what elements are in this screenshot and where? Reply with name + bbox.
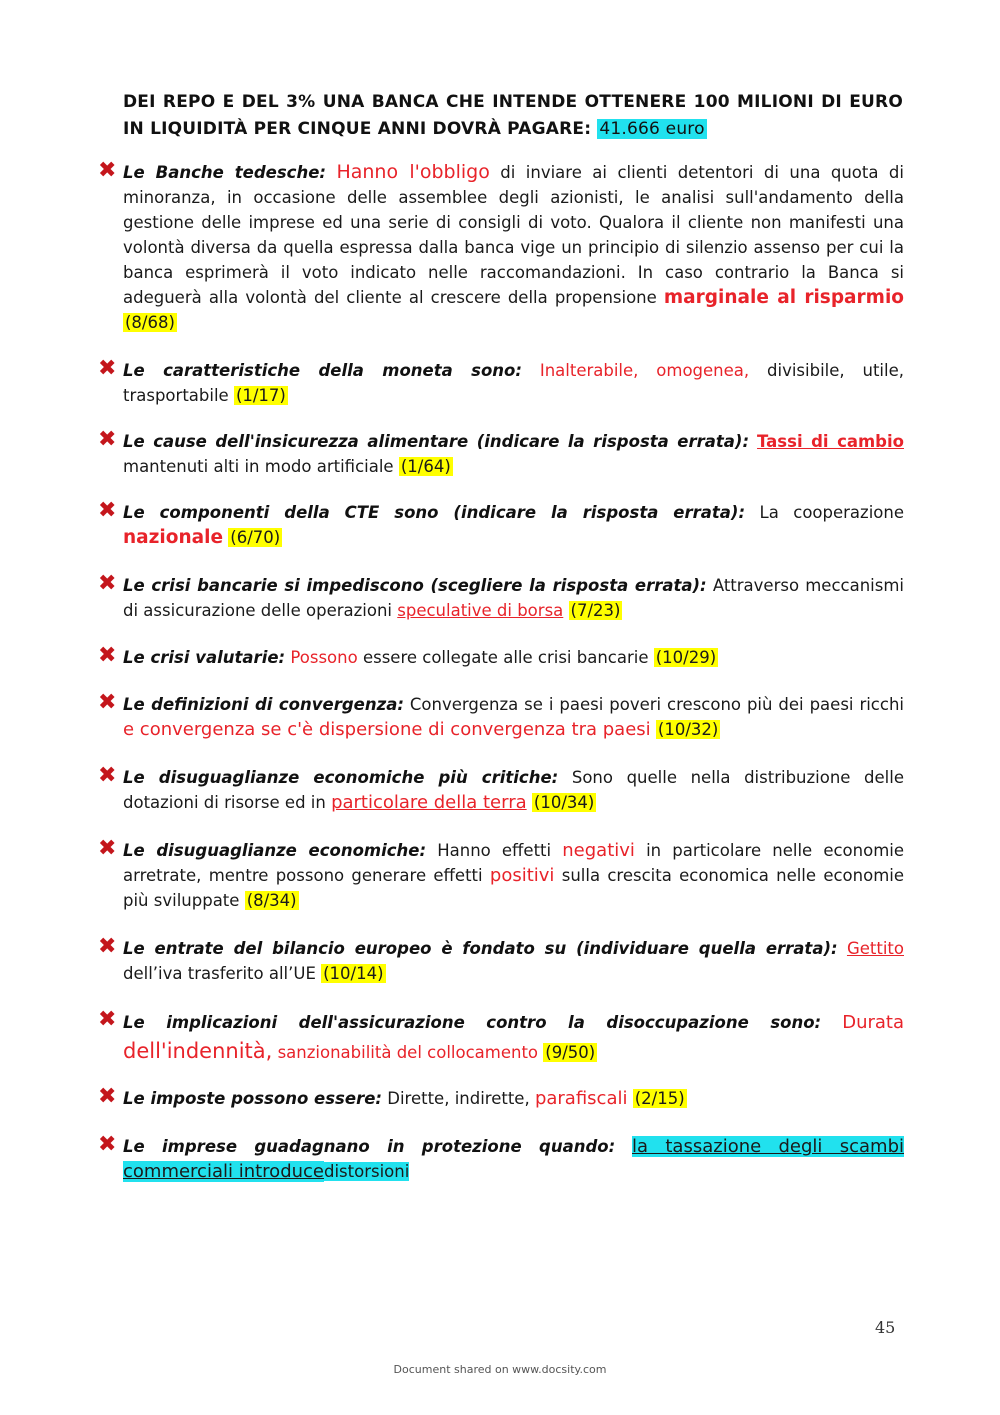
answer-highlight: la tassazione degli scambi commerciali introduce (123, 1136, 904, 1182)
answer-text: divisibile, utile, trasportabile (123, 361, 904, 405)
reference-badge: (1/64) (400, 457, 451, 476)
question-label: Le disuguaglianze economiche: (123, 841, 427, 860)
page-number: 45 (875, 1318, 896, 1337)
question-label: Le cause dell'insicurezza alimentare (indicare la risposta errata): (123, 432, 750, 451)
x-mark-icon: ✖ (98, 427, 117, 452)
question-label: Le caratteristiche della moneta sono: (123, 361, 522, 380)
x-mark-icon: ✖ (98, 763, 117, 788)
question-label: Le componenti della CTE sono (indicare la risposta errata): (123, 503, 746, 522)
question-label: Le disuguaglianze economiche più critiche: (123, 768, 559, 787)
answer-highlight: Tassi di cambio (757, 432, 904, 451)
list-item (96, 936, 904, 986)
x-mark-icon: ✖ (98, 1132, 117, 1157)
list-item (96, 358, 904, 408)
reference-badge: (10/34) (533, 793, 595, 812)
question-label: Le Banche tedesche: (123, 163, 326, 182)
list-item (96, 573, 904, 623)
list-item (96, 1134, 904, 1184)
list-item (96, 429, 904, 479)
answer-highlight: particolare della terra (331, 792, 527, 813)
x-mark-icon: ✖ (98, 498, 117, 523)
answer-text: Sono quelle nella distribuzione delle dotazioni di risorse ed in (123, 768, 904, 812)
list-item (96, 692, 904, 742)
answer-highlight: e convergenza se c'è dispersione di convergenza tra paesi (123, 719, 651, 740)
question-label: Le entrate del bilancio europeo è fondato su (individuare quella errata): (123, 939, 838, 958)
list-item (96, 838, 904, 913)
answer-highlight: positivi (489, 865, 555, 886)
x-mark-icon: ✖ (98, 836, 117, 861)
x-mark-icon: ✖ (98, 571, 117, 596)
answer-text: Convergenza se i paesi poveri crescono più dei paesi ricchi (409, 695, 904, 714)
question-label: Le imposte possono essere: (123, 1089, 382, 1108)
answer-text: La cooperazione (759, 503, 904, 522)
x-mark-icon: ✖ (98, 356, 117, 381)
list-item (96, 500, 904, 550)
answer-text: sulla crescita economica nelle economie più sviluppate (123, 866, 905, 910)
reference-badge: (8/34) (246, 891, 297, 910)
answer-highlight: parafiscali (534, 1088, 628, 1109)
x-mark-icon: ✖ (98, 1007, 117, 1032)
answer-text: mantenuti alti in modo artificiale (123, 457, 394, 476)
x-mark-icon: ✖ (98, 934, 117, 959)
answer-text: dell’iva trasferito all’UE (123, 964, 316, 983)
reference-badge: (1/17) (235, 386, 286, 405)
question-label: Le implicazioni dell'assicurazione contro la disoccupazione sono: (123, 1013, 822, 1032)
question-label: Le crisi bancarie si impediscono (scegliere la risposta errata): (123, 576, 707, 595)
answer-highlight: Inalterabile, omogenea, (539, 361, 750, 380)
reference-badge: (6/70) (230, 528, 281, 547)
footer-text: Document shared on www.docsity.com (393, 1363, 607, 1376)
reference-badge: (10/14) (323, 964, 384, 983)
reference-badge: (9/50) (545, 1043, 596, 1062)
answer-text: in particolare nelle economie arretrate, mentre possono generare effetti (123, 841, 905, 885)
x-mark-icon: ✖ (98, 643, 117, 668)
reference-badge: (8/68) (125, 313, 175, 332)
x-mark-icon: ✖ (98, 690, 117, 715)
answer-text: di inviare ai clienti detentori di una quota di minoranza, in occasione delle assemblee degli azionisti, le analisi sull'andamento della gestione delle imprese ed una serie di consigli di voto. Qualora il cliente non manifesti una volontà diversa da quella espressa dalla banca vige un principio di silenzio assenso per cui la banca esprimerà il voto indicato nelle raccomandazioni. In caso contrario la Banca si adeguerà alla volontà del cliente al crescere della propensione (123, 163, 904, 307)
answer-highlight: Gettito (846, 939, 904, 958)
list-item (96, 1086, 904, 1111)
answer-highlight: distorsioni (324, 1162, 410, 1181)
x-mark-icon: ✖ (98, 158, 117, 183)
answer-highlight: sanzionabilità del collocamento (277, 1043, 539, 1062)
answer-highlight: Possono (290, 648, 358, 667)
reference-badge: (10/32) (657, 720, 719, 739)
answer-text: Attraverso meccanismi di assicurazione delle operazioni (123, 576, 904, 620)
heading-question (123, 89, 903, 143)
answer-highlight: marginale al risparmio (663, 287, 904, 308)
answer-highlight: nazionale (123, 527, 224, 548)
heading-text: DEI REPO E DEL 3% UNA BANCA CHE INTENDE OTTENERE 100 MILIONI DI EURO IN LIQUIDITÀ PER CINQUE ANNI DOVRÀ PAGARE: (123, 92, 903, 139)
answer-highlight: dell'indennità, (123, 1039, 273, 1063)
reference-badge: (10/29) (655, 648, 717, 667)
question-label: Le crisi valutarie: (123, 648, 286, 667)
answer-text: essere collegate alle crisi bancarie (362, 648, 649, 667)
x-mark-icon: ✖ (98, 1084, 117, 1109)
answer-highlight: Durata (842, 1012, 904, 1033)
list-item (96, 765, 904, 815)
answer-text: Hanno effetti (437, 841, 552, 860)
list-item (96, 1009, 904, 1067)
question-label: Le definizioni di convergenza: (123, 695, 404, 714)
reference-badge: (2/15) (634, 1089, 685, 1108)
reference-badge: (7/23) (570, 601, 621, 620)
answer-text: Dirette, indirette, (387, 1089, 530, 1108)
question-label: Le imprese guadagnano in protezione quando: (123, 1137, 616, 1156)
answer-highlight: negativi (562, 840, 635, 861)
list-item (96, 160, 904, 335)
list-item (96, 645, 904, 670)
answer-highlight: speculative di borsa (397, 601, 564, 620)
answer-highlight: Hanno l'obbligo (336, 161, 490, 183)
heading-answer: 41.666 euro (599, 119, 705, 139)
